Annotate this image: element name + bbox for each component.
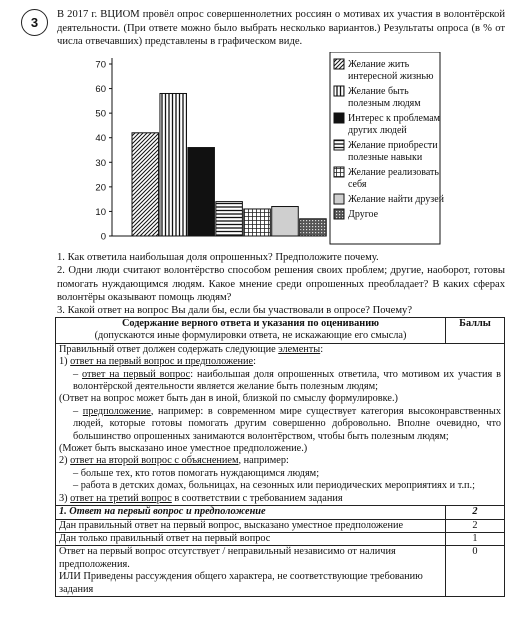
- legend-label: Желание найти друзей: [348, 194, 444, 205]
- section-1-row: [56, 506, 505, 519]
- legend-label: себя: [348, 179, 367, 190]
- question-3: 3. Какой ответ на вопрос Вы дали бы, если бы участвовали в опросе? Почему?: [57, 305, 413, 317]
- item-3-number: 3): [59, 492, 71, 504]
- y-tick-label: 50: [95, 108, 106, 120]
- criterion-3-text: [56, 546, 446, 597]
- dash: –: [73, 368, 83, 380]
- legend-swatch-3: [334, 113, 344, 123]
- intro-paragraph: В 2017 г. ВЦИОМ провёл опрос совершеннолетних россиян о мотивах их участия в волонтёрской деятельности. (При ответе можно было выбрать несколько вариантов.) Результаты опроса (в % от числа отвечавших) представлены в графическом виде.: [57, 9, 505, 47]
- colon: :: [320, 343, 324, 355]
- dash: –: [73, 405, 83, 417]
- y-tick-label: 60: [95, 84, 106, 96]
- item-2-rest: , например:: [238, 455, 289, 467]
- item-1-answer: [59, 369, 501, 394]
- legend-swatch-1: [334, 59, 344, 69]
- bar-4: [216, 202, 243, 236]
- answer-content: [56, 343, 505, 505]
- question-1: 1. Как ответила наибольшая доля опрошенных? Предположите почему.: [57, 252, 379, 263]
- questions-block: [57, 251, 505, 317]
- bar-2: [160, 93, 187, 236]
- legend-label: Желание реализовать: [348, 167, 439, 178]
- criterion-1-points: 2: [446, 519, 505, 532]
- item-2-a: – больше тех, кто готов помогать нуждающимся людям;: [73, 467, 320, 479]
- item-3-heading: ответ на третий вопрос: [70, 492, 172, 504]
- item-1-guess-text: , например: в современном мире существует категория высоконравственных людей, которые готовы помогать другим совершенно добровольно. Вполне очевидно, что большинство опрошенных занимаются волонтёрством, чтобы быть полезным людям;: [73, 405, 501, 442]
- item-1-heading: ответ на первый вопрос и предположение: [70, 356, 254, 368]
- correct-answer-text: Правильный ответ должен содержать следующие: [59, 343, 279, 355]
- legend-label: полезным людям: [348, 98, 421, 109]
- bar-chart: [84, 52, 444, 247]
- criterion-row: [56, 519, 505, 532]
- legend-swatch-7: [334, 209, 344, 219]
- item-2-number: 2): [59, 455, 71, 467]
- question-2: 2. Одни люди считают волонтёрство способом решения своих проблем; другие, наоборот, готовы помогать нуждающимся людям. Какое мнение среди опрошенных преобладает? В каких сферах волонтёры оказывают помощь людям?: [57, 265, 505, 303]
- item-1-guess: [59, 406, 501, 443]
- criterion-3-line-b: ИЛИ Приведены рассуждения общего характера, не соответствующие требованию задания: [59, 571, 423, 595]
- criterion-2-points: 1: [446, 532, 505, 545]
- criterion-2-text: Дан только правильный ответ на первый вопрос: [56, 532, 446, 545]
- y-tick-label: 10: [95, 206, 106, 218]
- item-1-guess-note: (Может быть высказано иное уместное предположение.): [59, 443, 308, 455]
- legend-label: Желание быть: [348, 86, 409, 97]
- table-header-content: [56, 318, 446, 344]
- header-points: Баллы: [446, 318, 505, 344]
- item-2-heading: ответ на второй вопрос с объяснением: [70, 455, 239, 467]
- item-1: [59, 356, 501, 368]
- bar-1: [132, 133, 159, 236]
- y-tick-label: 0: [100, 231, 106, 243]
- legend-label: Желание жить: [348, 59, 410, 70]
- item-1-answer-text: : наибольшая доля опрошенных ответила, что мотивом их участия в волонтёрской деятельности является желание быть полезным людям;: [73, 368, 501, 393]
- section-1-title: 1. Ответ на первый вопрос и предположение: [56, 506, 446, 519]
- y-tick-label: 30: [95, 157, 106, 169]
- elements-word: элементы: [278, 343, 321, 355]
- header-subtitle: (допускаются иные формулировки ответа, не искажающие его смысла): [94, 330, 407, 342]
- bar-5: [244, 209, 271, 236]
- y-tick-label: 70: [95, 59, 106, 71]
- item-1-note: (Ответ на вопрос может быть дан в иной, близкой по смыслу формулировке.): [59, 393, 398, 405]
- header-title: Содержание верного ответа и указания по оцениванию: [121, 318, 380, 329]
- section-1-points: 2: [446, 506, 505, 519]
- y-tick-label: 40: [95, 133, 106, 145]
- grading-table: [55, 317, 505, 597]
- table-header-row: [56, 318, 505, 344]
- item-1-guess-label: предположение: [82, 405, 151, 417]
- correct-answer-intro: [59, 344, 501, 356]
- legend-label: Другое: [348, 209, 379, 220]
- criterion-3-points: 0: [446, 546, 505, 597]
- criterion-row: [56, 546, 505, 597]
- item-1-colon: :: [253, 356, 256, 368]
- bar-7: [300, 219, 327, 236]
- legend-swatch-5: [334, 167, 344, 177]
- legend-label: Желание приобрести: [348, 140, 438, 151]
- legend-swatch-6: [334, 194, 344, 204]
- item-1-answer-label: ответ на первый вопрос: [82, 368, 191, 380]
- item-1-number: 1): [59, 356, 71, 368]
- legend-swatch-2: [334, 86, 344, 96]
- item-2: [59, 455, 501, 467]
- criterion-1-text: Дан правильный ответ на первый вопрос, высказано уместное предположение: [56, 519, 446, 532]
- bar-6: [272, 207, 299, 236]
- legend-label: полезные навыки: [348, 152, 423, 163]
- legend-label: других людей: [348, 125, 407, 136]
- legend-label: интересной жизнью: [348, 71, 434, 82]
- question-number-badge: 3: [21, 9, 48, 36]
- y-tick-label: 20: [95, 182, 106, 194]
- criterion-row: [56, 532, 505, 545]
- item-3-rest: в соответствии с требованием задания: [171, 492, 343, 504]
- bar-3: [188, 148, 215, 236]
- legend-label: Интерес к проблемам: [348, 113, 441, 124]
- item-2-b: – работа в детских домах, больницах, на сезонных или периодических мероприятиях и т.п.;: [73, 480, 475, 492]
- item-3: [59, 493, 501, 505]
- criterion-3-line-a: Ответ на первый вопрос отсутствует / неправильный независимо от наличия предположения.: [59, 546, 396, 570]
- answer-row: [56, 343, 505, 505]
- legend-swatch-4: [334, 140, 344, 150]
